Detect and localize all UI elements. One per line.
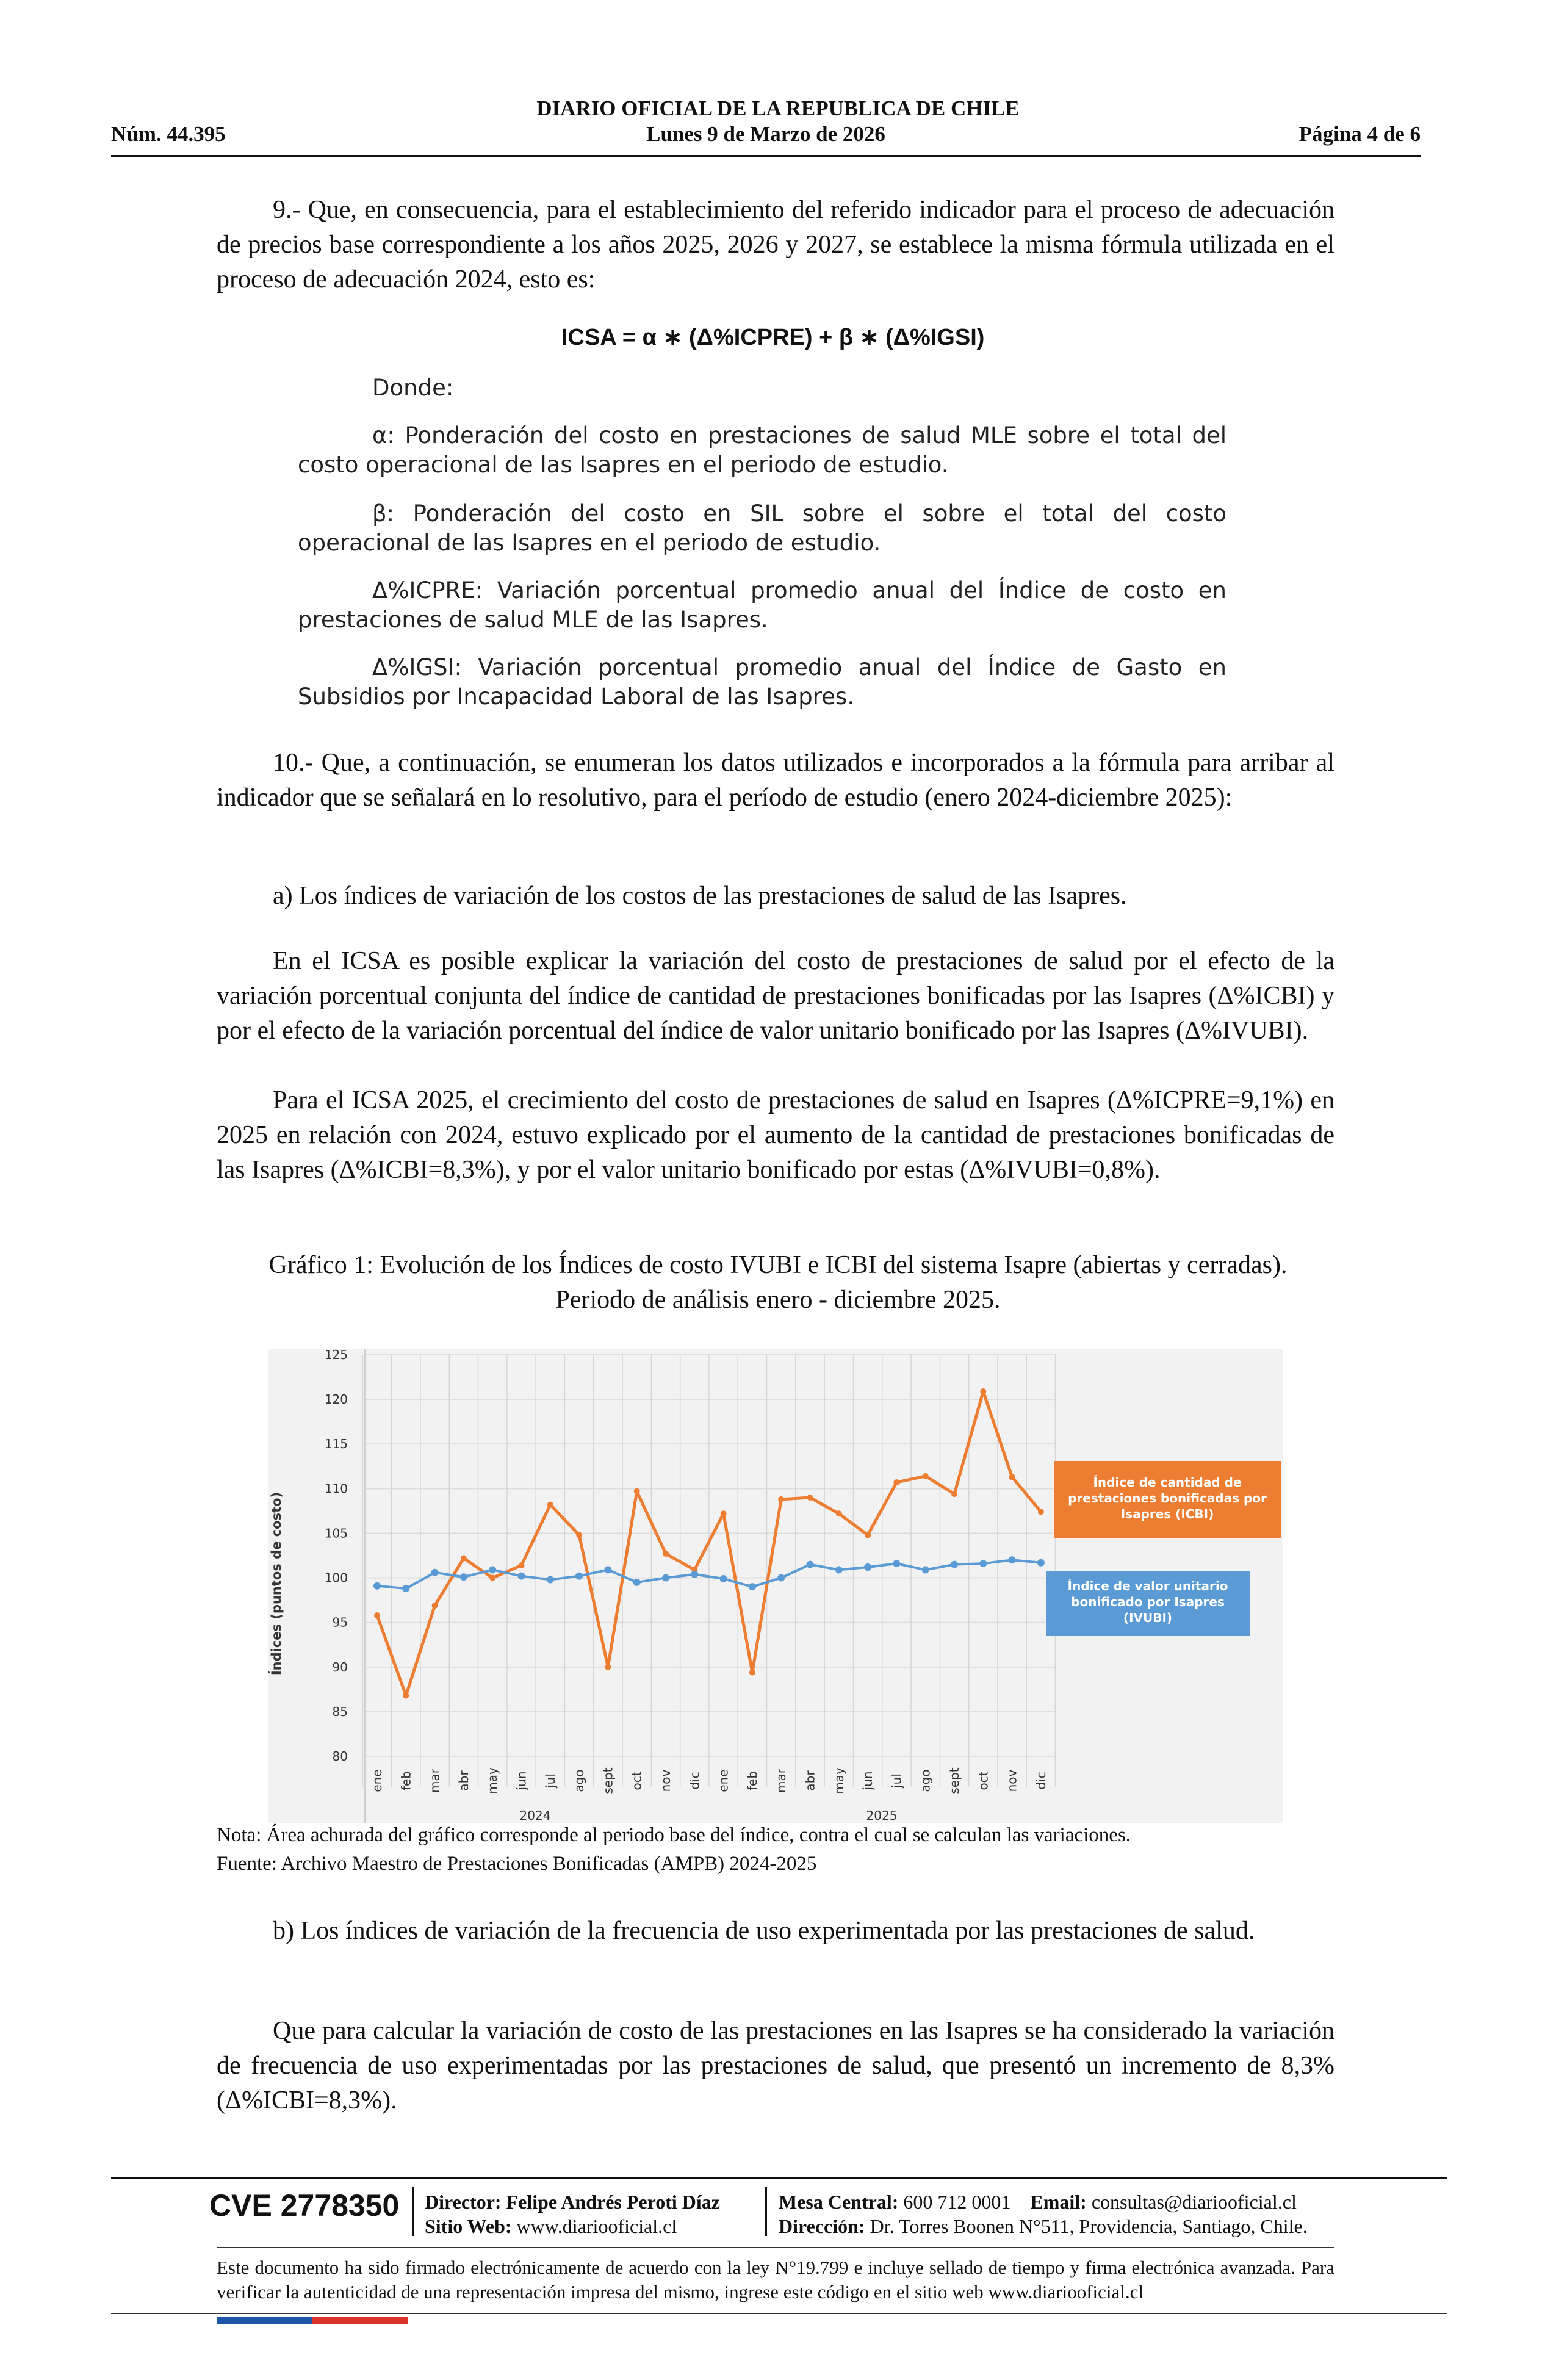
point-icbi-6	[547, 1502, 553, 1508]
email-label: Email:	[1030, 2191, 1087, 2213]
year-label-2024: 2024	[519, 1808, 551, 1823]
y-tick-90: 90	[332, 1659, 348, 1675]
y-axis-label: Índices (puntos de costo)	[269, 1491, 284, 1676]
point-icbi-0	[374, 1612, 380, 1618]
x-tick-mar-2: mar	[427, 1769, 442, 1793]
point-icbi-19	[923, 1473, 929, 1479]
footer-mid-rule	[217, 2247, 1334, 2248]
point-icbi-13	[749, 1670, 755, 1676]
header-divider	[111, 155, 1421, 157]
paragraph-frequency: Que para calcular la variación de costo de las prestaciones en las Isapres se ha considerado la variación de frecuencia de uso experimentadas por las prestaciones de salud, que presentó un incremento de 8,3% (Δ%ICBI=8,3%).	[217, 2017, 1334, 2115]
director-name: Felipe Andrés Peroti Díaz	[506, 2191, 720, 2213]
point-icbi-12	[721, 1510, 727, 1516]
point-ivubi-22	[1009, 1556, 1016, 1563]
page-indicator: Página 4 de 6	[1298, 122, 1421, 146]
x-tick-mar-14: mar	[774, 1769, 789, 1793]
point-icbi-2	[432, 1603, 438, 1609]
cve-code: CVE 2778350	[209, 2188, 400, 2223]
newspaper-title: DIARIO OFICIAL DE LA REPUBLICA DE CHILE	[536, 96, 1020, 120]
chart-note: Nota: Área achurada del gráfico corresponde al periodo base del índice, contra el cual se calculan las variaciones.	[217, 1824, 1131, 1846]
footer-director-block	[425, 2190, 720, 2238]
x-tick-may-16: may	[831, 1767, 846, 1794]
point-ivubi-3	[460, 1573, 467, 1581]
x-tick-ene-0: ene	[370, 1769, 384, 1792]
director-label: Director:	[425, 2191, 502, 2213]
point-icbi-15	[807, 1495, 813, 1501]
footer-separator-2	[765, 2187, 767, 2236]
point-ivubi-15	[807, 1561, 814, 1568]
definition-beta: β: Ponderación del costo en SIL sobre el sobre el total del costo operacional de las Isapres en el periodo de estudio.	[298, 500, 1226, 556]
point-ivubi-10	[662, 1574, 669, 1582]
paragraph-icsa-2: Para el ICSA 2025, el crecimiento del costo de prestaciones de salud en Isapres (Δ%ICPRE=9,1%) en 2025 en relación con 2024, estuvo explicado por el aumento de la cantidad de prestaciones bonificadas de las Isapres (Δ%ICBI=8,3%), y por el valor unitario bonificado por estas (Δ%IVUBI=0,8%).	[217, 1086, 1334, 1184]
x-tick-abr-3: abr	[456, 1770, 471, 1791]
item-b: b) Los índices de variación de la frecuencia de uso experimentada por las prestaciones de salud.	[273, 1917, 1255, 1945]
x-tick-jul-6: jul	[542, 1773, 558, 1788]
y-tick-105: 105	[324, 1526, 348, 1541]
point-ivubi-19	[922, 1566, 929, 1573]
point-icbi-14	[778, 1496, 784, 1502]
x-tick-feb-1: feb	[398, 1770, 414, 1791]
legend-icbi-label: Índice de cantidad de prestaciones bonificadas por Isapres (ICBI)	[1068, 1475, 1267, 1521]
point-ivubi-7	[575, 1573, 583, 1580]
x-tick-oct-9: oct	[629, 1771, 644, 1790]
y-tick-120: 120	[324, 1392, 348, 1407]
icsa-formula: ICSA = α ∗ (Δ%ICPRE) + β ∗ (Δ%IGSI)	[561, 325, 985, 350]
point-icbi-10	[663, 1551, 669, 1557]
x-tick-sept-20: sept	[947, 1767, 962, 1794]
point-ivubi-9	[633, 1579, 641, 1586]
x-tick-ago-7: ago	[572, 1769, 587, 1792]
footer-top-rule	[111, 2177, 1447, 2179]
point-icbi-16	[836, 1510, 842, 1516]
point-ivubi-21	[979, 1560, 987, 1567]
x-tick-nov-10: nov	[658, 1769, 673, 1792]
point-ivubi-23	[1037, 1559, 1045, 1567]
x-tick-jul-18: jul	[889, 1773, 904, 1788]
point-icbi-9	[634, 1488, 640, 1495]
legend-ivubi-label: Índice de valor unitario bonificado por Isapres (IVUBI)	[1067, 1579, 1228, 1625]
x-tick-may-4: may	[485, 1767, 500, 1794]
x-tick-ago-19: ago	[918, 1769, 933, 1792]
point-ivubi-5	[518, 1573, 525, 1580]
y-tick-85: 85	[332, 1704, 348, 1719]
x-tick-oct-21: oct	[976, 1771, 991, 1790]
issue-date: Lunes 9 de Marzo de 2026	[646, 122, 885, 146]
definition-igsi: Δ%IGSI: Variación porcentual promedio anual del Índice de Gasto en Subsidios por Incapacidad Laboral de las Isapres.	[298, 654, 1226, 710]
x-tick-sept-8: sept	[600, 1767, 616, 1794]
y-tick-110: 110	[324, 1481, 348, 1496]
point-ivubi-12	[720, 1575, 727, 1582]
y-tick-125: 125	[324, 1349, 348, 1362]
y-tick-80: 80	[332, 1749, 348, 1764]
point-icbi-3	[461, 1555, 467, 1561]
chart-source: Fuente: Archivo Maestro de Prestaciones Bonificadas (AMPB) 2024-2025	[217, 1853, 817, 1875]
header-row	[111, 122, 1421, 149]
point-icbi-5	[519, 1562, 525, 1568]
point-icbi-20	[951, 1491, 957, 1497]
direccion: Dr. Torres Boonen N°511, Providencia, Santiago, Chile.	[870, 2215, 1308, 2237]
paragraph-9: 9.- Que, en consecuencia, para el establecimiento del referido indicador para el proceso de adecuación de precios base correspondiente a los años 2025, 2026 y 2027, se establece la misma fórmula utilizada en el proceso de adecuación 2024, esto es:	[217, 196, 1334, 294]
point-ivubi-8	[604, 1566, 611, 1573]
footer-bottom-rule	[111, 2313, 1447, 2314]
footer-contact-block	[779, 2190, 1308, 2238]
year-label-2025: 2025	[866, 1808, 898, 1823]
point-icbi-23	[1038, 1509, 1044, 1515]
point-icbi-17	[865, 1532, 871, 1538]
point-icbi-8	[605, 1664, 611, 1670]
email-address[interactable]: consultas@diariooficial.cl	[1091, 2191, 1297, 2213]
icsa-line-chart	[268, 1349, 1283, 1823]
issue-number: Núm. 44.395	[111, 122, 226, 146]
chart-caption: Gráfico 1: Evolución de los Índices de costo IVUBI e ICBI del sistema Isapre (abiertas y cerradas). Periodo de análisis enero - diciembre 2025.	[268, 1251, 1288, 1314]
point-icbi-22	[1009, 1474, 1015, 1480]
y-tick-95: 95	[332, 1615, 348, 1630]
point-ivubi-17	[864, 1563, 871, 1571]
direccion-label: Dirección:	[779, 2215, 865, 2237]
point-ivubi-20	[951, 1561, 958, 1568]
footer-separator-1	[412, 2187, 414, 2236]
point-ivubi-6	[547, 1576, 554, 1583]
sitio-web[interactable]: www.diariooficial.cl	[516, 2215, 677, 2237]
electronic-signature-notice: Este documento ha sido firmado electrónicamente de acuerdo con la ley N°19.799 e incluye sellado de tiempo y firma electrónica avanzada. Para verificar la autenticidad de una representación impresa del mismo, ingrese este código en el sitio web www.diariooficial.cl	[217, 2257, 1334, 2302]
mesa-label: Mesa Central:	[779, 2191, 899, 2213]
point-icbi-4	[489, 1575, 495, 1581]
x-tick-jun-17: jun	[860, 1771, 876, 1790]
x-tick-nov-22: nov	[1004, 1769, 1020, 1792]
paragraph-10: 10.- Que, a continuación, se enumeran los datos utilizados e incorporados a la fórmula para arribar al indicador que se señalará en lo resolutivo, para el período de estudio (enero 2024-diciembre 2025):	[217, 749, 1334, 812]
point-ivubi-18	[893, 1560, 900, 1567]
x-tick-dic-23: dic	[1033, 1772, 1048, 1790]
point-ivubi-16	[835, 1566, 843, 1573]
point-ivubi-13	[749, 1583, 756, 1590]
point-ivubi-0	[373, 1582, 381, 1590]
point-icbi-18	[893, 1479, 899, 1485]
y-tick-100: 100	[324, 1570, 348, 1585]
flag-blue-bar	[217, 2317, 312, 2324]
x-tick-ene-12: ene	[716, 1769, 731, 1792]
sitio-label: Sitio Web:	[425, 2215, 512, 2237]
point-icbi-21	[980, 1388, 986, 1394]
item-a: a) Los índices de variación de los costos de las prestaciones de salud de las Isapres.	[273, 882, 1127, 910]
y-tick-115: 115	[324, 1437, 348, 1452]
x-tick-abr-15: abr	[802, 1770, 818, 1791]
point-ivubi-11	[691, 1571, 698, 1578]
mesa-central: 600 712 0001	[903, 2191, 1011, 2213]
definition-icpre: Δ%ICPRE: Variación porcentual promedio anual del Índice de costo en prestaciones de salud MLE de las Isapres.	[298, 577, 1226, 633]
point-icbi-7	[576, 1532, 582, 1538]
flag-red-bar	[312, 2317, 408, 2324]
x-tick-jun-5: jun	[514, 1771, 529, 1790]
paragraph-icsa-1: En el ICSA es posible explicar la variación del costo de prestaciones de salud por el efecto de la variación porcentual conjunta del índice de cantidad de prestaciones bonificadas por las Isapres (Δ%ICBI) y por el efecto de la variación porcentual del índice de valor unitario bonificado por las Isapres (Δ%IVUBI).	[217, 947, 1334, 1045]
point-icbi-1	[403, 1693, 409, 1699]
definition-alpha: α: Ponderación del costo en prestaciones de salud MLE sobre el total del costo operacional de las Isapres en el periodo de estudio.	[298, 422, 1226, 478]
point-ivubi-4	[489, 1566, 496, 1573]
x-tick-feb-13: feb	[744, 1770, 760, 1791]
donde-label: Donde:	[372, 375, 454, 401]
point-ivubi-2	[431, 1569, 439, 1576]
point-ivubi-1	[402, 1585, 409, 1592]
point-ivubi-14	[777, 1574, 785, 1582]
x-tick-dic-11: dic	[687, 1772, 702, 1790]
